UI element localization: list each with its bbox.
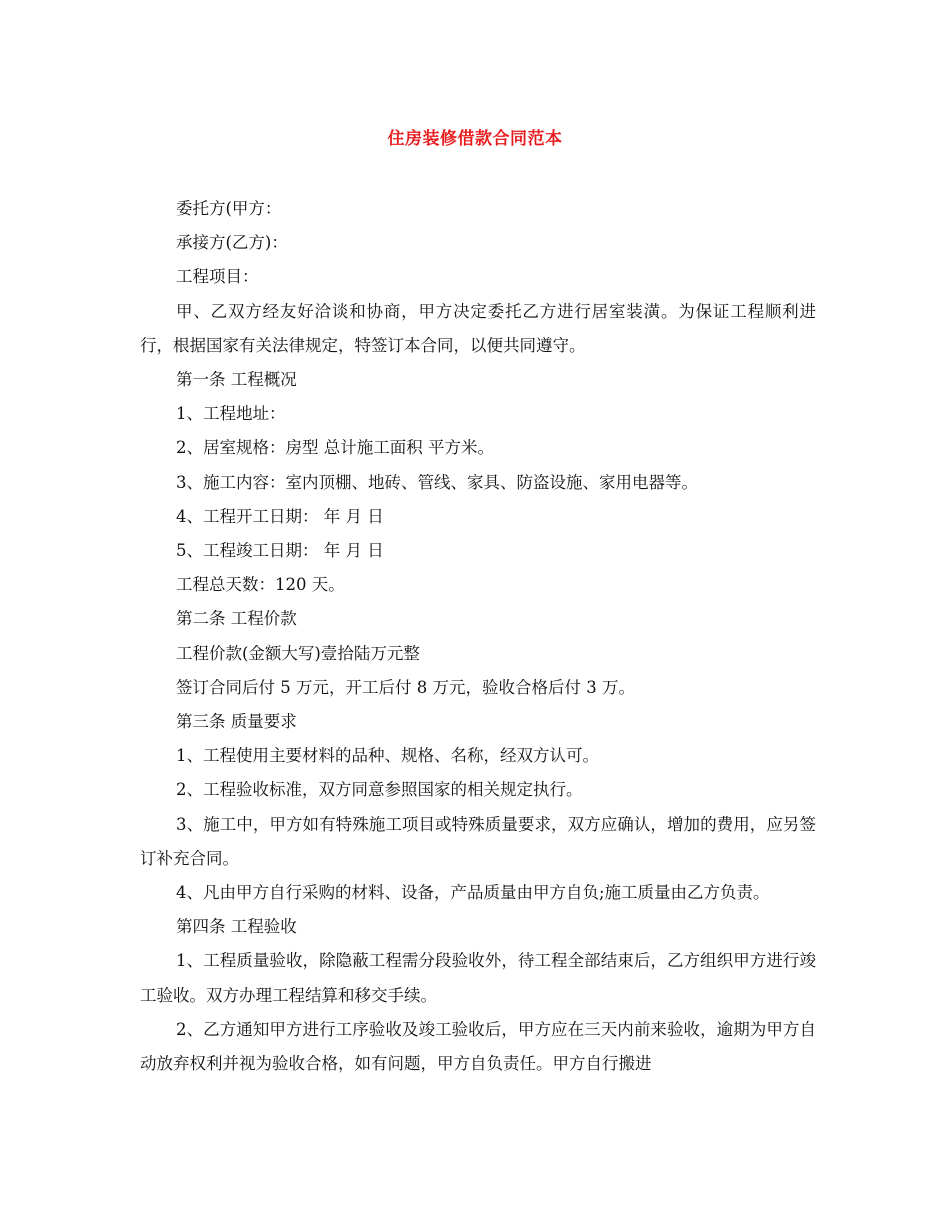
paragraph: 2、居室规格：房型 总计施工面积 平方米。 <box>176 438 494 458</box>
paragraph: 2、工程验收标准，双方同意参照国家的相关规定执行。 <box>176 780 583 800</box>
document-body <box>140 192 816 1081</box>
paragraph: 工程价款(金额大写)壹拾陆万元整 <box>176 643 420 663</box>
paragraph: 1、工程使用主要材料的品种、规格、名称，经双方认可。 <box>176 746 599 766</box>
paragraph: 签订合同后付 5 万元，开工后付 8 万元，验收合格后付 3 万。 <box>176 677 635 697</box>
section-heading: 第三条 质量要求 <box>176 712 297 732</box>
paragraph: 5、工程竣工日期： 年 月 日 <box>176 541 384 561</box>
paragraph: 工程总天数：120 天。 <box>176 575 345 595</box>
paragraph: 承接方(乙方)： <box>176 233 288 253</box>
paragraph: 1、工程地址： <box>176 404 286 424</box>
paragraph: 工程项目： <box>176 267 259 287</box>
paragraph: 3、施工内容：室内顶棚、地砖、管线、家具、防盗设施、家用电器等。 <box>176 472 698 492</box>
paragraph: 4、工程开工日期： 年 月 日 <box>176 506 384 526</box>
paragraph: 2、乙方通知甲方进行工序验收及竣工验收后，甲方应在三天内前来验收，逾期为甲方自动放弃权利并视为验收合格，如有问题，甲方自负责任。甲方自行搬进 <box>140 1019 816 1074</box>
paragraph: 1、工程质量验收，除隐蔽工程需分段验收外，待工程全部结束后，乙方组织甲方进行竣工验收。双方办理工程结算和移交手续。 <box>140 951 816 1005</box>
section-heading: 第四条 工程验收 <box>176 917 297 937</box>
document-title: 住房装修借款合同范本 <box>387 129 563 149</box>
paragraph: 3、施工中，甲方如有特殊施工项目或特殊质量要求，双方应确认，增加的费用，应另签订补充合同。 <box>140 814 816 868</box>
section-heading: 第一条 工程概况 <box>176 370 297 390</box>
paragraph: 4、凡由甲方自行采购的材料、设备，产品质量由甲方自负;施工质量由乙方负责。 <box>176 883 770 903</box>
paragraph: 委托方(甲方： <box>176 199 282 218</box>
paragraph: 甲、乙双方经友好洽谈和协商，甲方决定委托乙方进行居室装潢。为保证工程顺利进行，根据国家有关法律规定，特签订本合同，以便共同遵守。 <box>140 301 816 355</box>
section-heading: 第二条 工程价款 <box>176 609 297 629</box>
